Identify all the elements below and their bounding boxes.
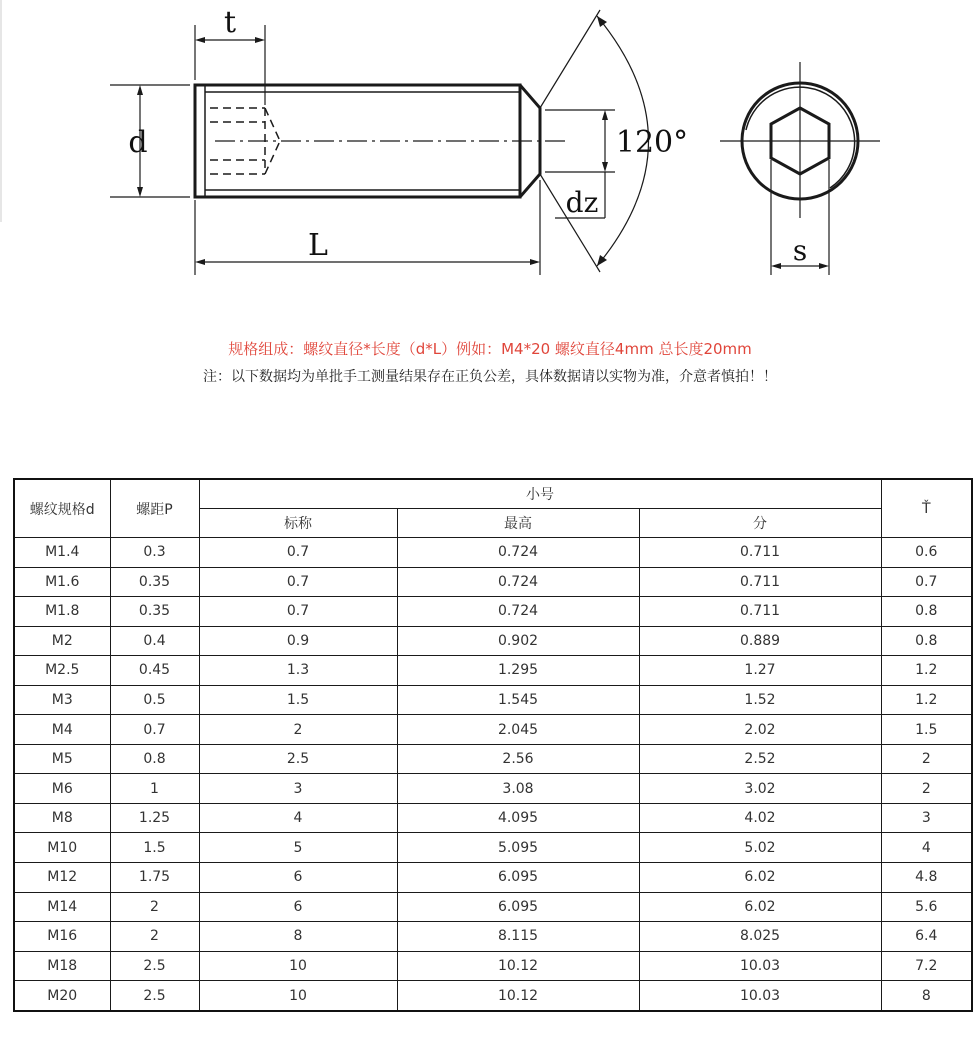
label-angle: 120° [615, 125, 689, 160]
cell-nominal: 2.5 [199, 744, 397, 774]
cell-thread-spec: M8 [14, 803, 110, 833]
cell-nominal: 6 [199, 892, 397, 922]
cell-pitch: 0.45 [110, 656, 199, 686]
cell-thread-spec: M5 [14, 744, 110, 774]
cell-nominal: 4 [199, 803, 397, 833]
cell-pitch: 1.25 [110, 803, 199, 833]
screw-side-view [195, 85, 570, 197]
cell-min: 1.27 [639, 656, 881, 686]
cell-min: 2.52 [639, 744, 881, 774]
label-L: L [308, 228, 328, 263]
label-t: t [223, 5, 237, 40]
cell-t: 2 [881, 774, 972, 804]
cell-min: 3.02 [639, 774, 881, 804]
cell-pitch: 1.5 [110, 833, 199, 863]
cell-t: 1.2 [881, 656, 972, 686]
cell-min: 10.03 [639, 951, 881, 981]
cell-pitch: 2.5 [110, 951, 199, 981]
cell-thread-spec: M18 [14, 951, 110, 981]
cell-nominal: 10 [199, 951, 397, 981]
disclaimer-note: 注：以下数据均为单批手工测量结果存在正负公差，具体数据请以实物为准，介意者慎拍！！ [203, 369, 777, 385]
table-row [14, 656, 972, 686]
cell-t: 5.6 [881, 892, 972, 922]
cell-thread-spec: M14 [14, 892, 110, 922]
cell-nominal: 0.7 [199, 538, 397, 568]
cell-thread-spec: M10 [14, 833, 110, 863]
cell-min: 6.02 [639, 892, 881, 922]
label-s: s [792, 234, 808, 267]
screw-end-view [720, 62, 880, 218]
cell-nominal: 0.7 [199, 597, 397, 627]
table-row [14, 774, 972, 804]
spec-table [13, 478, 973, 1012]
cell-nominal: 2 [199, 715, 397, 745]
cell-thread-spec: M6 [14, 774, 110, 804]
cell-nominal: 0.7 [199, 567, 397, 597]
cell-pitch: 2.5 [110, 981, 199, 1011]
cell-max: 5.095 [397, 833, 639, 863]
cell-max: 1.545 [397, 685, 639, 715]
cell-max: 1.295 [397, 656, 639, 686]
cell-max: 0.724 [397, 538, 639, 568]
dimension-d [110, 85, 190, 197]
cell-max: 8.115 [397, 922, 639, 952]
cell-thread-spec: M12 [14, 863, 110, 893]
cell-t: 0.7 [881, 567, 972, 597]
notes-block [0, 338, 980, 388]
table-row [14, 833, 972, 863]
cell-t: 0.8 [881, 626, 972, 656]
cell-min: 10.03 [639, 981, 881, 1011]
cell-nominal: 0.9 [199, 626, 397, 656]
cell-pitch: 0.5 [110, 685, 199, 715]
cell-t: 1.2 [881, 685, 972, 715]
label-dz: dz [565, 186, 599, 219]
cell-min: 0.711 [639, 538, 881, 568]
table-row [14, 715, 972, 745]
cell-thread-spec: M1.8 [14, 597, 110, 627]
cell-max: 2.045 [397, 715, 639, 745]
header-group-small: 小号 [199, 479, 881, 509]
cell-pitch: 0.7 [110, 715, 199, 745]
spec-format-note: 规格组成：螺纹直径*长度（d*L）例如：M4*20 螺纹直径4mm 总长度20mm [228, 340, 752, 358]
cell-t: 8 [881, 981, 972, 1011]
cell-thread-spec: M20 [14, 981, 110, 1011]
table-row [14, 951, 972, 981]
table-row [14, 626, 972, 656]
header-pitch: 螺距P [110, 479, 199, 538]
cell-nominal: 1.3 [199, 656, 397, 686]
cell-thread-spec: M4 [14, 715, 110, 745]
cell-t: 4 [881, 833, 972, 863]
label-d: d [128, 125, 148, 160]
cell-max: 4.095 [397, 803, 639, 833]
cell-min: 6.02 [639, 863, 881, 893]
cell-min: 4.02 [639, 803, 881, 833]
cell-nominal: 10 [199, 981, 397, 1011]
cell-min: 8.025 [639, 922, 881, 952]
cell-pitch: 0.8 [110, 744, 199, 774]
table-body [14, 538, 972, 1012]
cell-min: 1.52 [639, 685, 881, 715]
cell-thread-spec: M1.4 [14, 538, 110, 568]
table-row [14, 863, 972, 893]
cell-max: 2.56 [397, 744, 639, 774]
header-t: Ť [881, 479, 972, 538]
cell-t: 0.6 [881, 538, 972, 568]
table-row [14, 922, 972, 952]
cell-t: 3 [881, 803, 972, 833]
cell-t: 2 [881, 744, 972, 774]
cell-max: 6.095 [397, 892, 639, 922]
cell-t: 0.8 [881, 597, 972, 627]
cell-nominal: 6 [199, 863, 397, 893]
cell-t: 4.8 [881, 863, 972, 893]
cell-thread-spec: M3 [14, 685, 110, 715]
cell-thread-spec: M2 [14, 626, 110, 656]
cell-thread-spec: M1.6 [14, 567, 110, 597]
cell-t: 7.2 [881, 951, 972, 981]
cell-pitch: 2 [110, 922, 199, 952]
cell-thread-spec: M2.5 [14, 656, 110, 686]
cell-pitch: 0.3 [110, 538, 199, 568]
cell-max: 0.902 [397, 626, 639, 656]
cell-thread-spec: M16 [14, 922, 110, 952]
cell-min: 2.02 [639, 715, 881, 745]
cell-max: 3.08 [397, 774, 639, 804]
header-max: 最高 [397, 509, 639, 538]
cell-max: 6.095 [397, 863, 639, 893]
cell-min: 0.889 [639, 626, 881, 656]
cell-min: 0.711 [639, 567, 881, 597]
header-nominal: 标称 [199, 509, 397, 538]
cell-nominal: 1.5 [199, 685, 397, 715]
cell-nominal: 5 [199, 833, 397, 863]
cell-pitch: 1.75 [110, 863, 199, 893]
header-min: 分 [639, 509, 881, 538]
cell-max: 10.12 [397, 951, 639, 981]
cell-min: 5.02 [639, 833, 881, 863]
cell-pitch: 0.4 [110, 626, 199, 656]
cell-nominal: 3 [199, 774, 397, 804]
cell-nominal: 8 [199, 922, 397, 952]
cell-pitch: 0.35 [110, 597, 199, 627]
dimension-L [195, 180, 540, 275]
cell-pitch: 1 [110, 774, 199, 804]
table-row [14, 685, 972, 715]
cell-t: 6.4 [881, 922, 972, 952]
table-row [14, 981, 972, 1011]
cell-t: 1.5 [881, 715, 972, 745]
cell-max: 10.12 [397, 981, 639, 1011]
technical-drawing [0, 0, 980, 300]
cell-max: 0.724 [397, 567, 639, 597]
table-row [14, 597, 972, 627]
cell-max: 0.724 [397, 597, 639, 627]
cell-min: 0.711 [639, 597, 881, 627]
table-row [14, 803, 972, 833]
cell-pitch: 2 [110, 892, 199, 922]
screw-drawing-svg [0, 0, 980, 300]
table-row [14, 567, 972, 597]
header-row-1 [14, 479, 972, 509]
table-row [14, 538, 972, 568]
table-row [14, 892, 972, 922]
header-thread-spec: 螺纹规格d [14, 479, 110, 538]
table-row [14, 744, 972, 774]
cell-pitch: 0.35 [110, 567, 199, 597]
